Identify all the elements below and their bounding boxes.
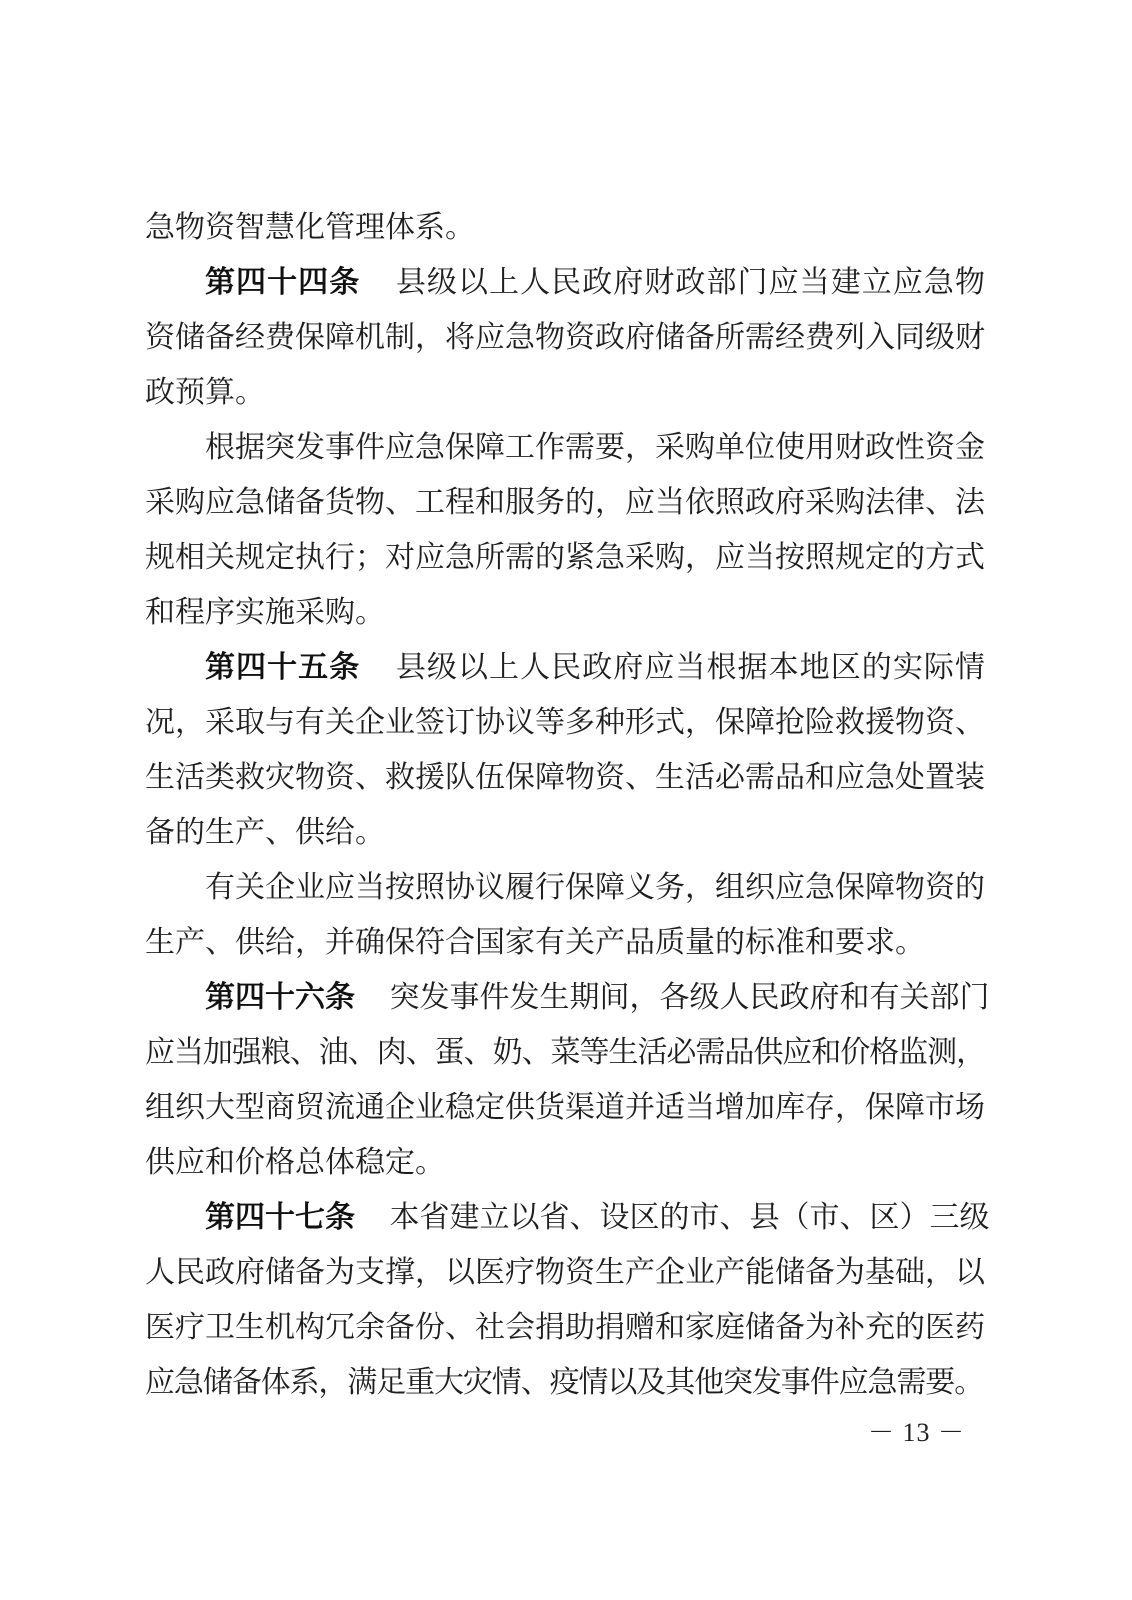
article-number: 第四十七条 bbox=[205, 1201, 355, 1234]
text-run: 组织大型商贸流通企业稳定供货渠道并适当增加库存，保障市场 bbox=[145, 1091, 985, 1124]
article-47 bbox=[145, 1190, 990, 1410]
article-number: 第四十五条 bbox=[205, 651, 361, 684]
text-run: 采购应急储备货物、工程和服务的，应当依照政府采购法律、法 bbox=[145, 486, 985, 519]
text-run: 根据突发事件应急保障工作需要，采购单位使用财政性资金 bbox=[205, 431, 985, 464]
text-run: 应当加强粮、油、肉、蛋、奶、菜等生活必需品供应和价格监测， bbox=[145, 1036, 985, 1069]
text-run: 有关企业应当按照协议履行保障义务，组织应急保障物资的 bbox=[205, 871, 985, 904]
article-45-para-2 bbox=[145, 860, 985, 970]
text-line bbox=[145, 420, 985, 475]
page-body bbox=[145, 200, 990, 1410]
text-run: 供应和价格总体稳定。 bbox=[145, 1146, 445, 1179]
text-line bbox=[145, 1300, 985, 1355]
text-line bbox=[145, 1025, 985, 1080]
text-run: 人民政府储备为支撑，以医疗物资生产企业产能储备为基础，以 bbox=[145, 1256, 985, 1289]
text-line bbox=[145, 1135, 985, 1190]
text-run: 备的生产、供给。 bbox=[145, 816, 385, 849]
text-run: 本省建立以省、设区的市、县（市、区）三级 bbox=[389, 1201, 990, 1234]
text-line bbox=[145, 200, 985, 255]
text-run: 突发事件发生期间，各级人民政府和有关部门 bbox=[389, 981, 990, 1014]
text-line bbox=[145, 915, 985, 970]
text-run: 规相关规定执行；对应急所需的紧急采购，应当按照规定的方式 bbox=[145, 541, 985, 574]
article-46 bbox=[145, 970, 990, 1190]
text-run: 急物资智慧化管理体系。 bbox=[145, 211, 475, 244]
text-line bbox=[145, 805, 985, 860]
article-44 bbox=[145, 255, 985, 420]
text-line bbox=[145, 365, 985, 420]
article-44-para-2 bbox=[145, 420, 985, 640]
text-line bbox=[145, 585, 985, 640]
text-line bbox=[145, 475, 985, 530]
text-line bbox=[145, 1355, 985, 1410]
text-line bbox=[145, 970, 990, 1025]
text-line bbox=[145, 860, 985, 915]
text-line bbox=[145, 695, 985, 750]
article-number: 第四十四条 bbox=[205, 266, 361, 299]
text-line bbox=[145, 640, 985, 695]
text-line bbox=[145, 750, 985, 805]
text-run: 生产、供给，并确保符合国家有关产品质量的标准和要求。 bbox=[145, 926, 925, 959]
text-line bbox=[145, 310, 985, 365]
text-run: 应急储备体系，满足重大灾情、疫情以及其他突发事件应急需要。 bbox=[145, 1366, 984, 1399]
text-line bbox=[145, 1080, 985, 1135]
para-continuation bbox=[145, 200, 985, 255]
text-run: 医疗卫生机构冗余备份、社会捐助捐赠和家庭储备为补充的医药 bbox=[145, 1311, 985, 1344]
text-run: 和程序实施采购。 bbox=[145, 596, 385, 629]
text-run: 县级以上人民政府财政部门应当建立应急物 bbox=[394, 266, 985, 299]
text-line bbox=[145, 530, 985, 585]
text-run: 生活类救灾物资、救援队伍保障物资、生活必需品和应急处置装 bbox=[145, 761, 985, 794]
text-line bbox=[145, 1245, 985, 1300]
text-line bbox=[145, 255, 985, 310]
page-number: － 13 － bbox=[867, 1418, 965, 1447]
text-run: 政预算。 bbox=[145, 376, 265, 409]
article-number: 第四十六条 bbox=[205, 981, 355, 1014]
text-line bbox=[145, 1190, 990, 1245]
text-run: 资储备经费保障机制，将应急物资政府储备所需经费列入同级财 bbox=[145, 321, 985, 354]
text-run: 县级以上人民政府应当根据本地区的实际情 bbox=[394, 651, 985, 684]
article-45 bbox=[145, 640, 985, 860]
text-run: 况，采取与有关企业签订协议等多种形式，保障抢险救援物资、 bbox=[145, 706, 985, 739]
